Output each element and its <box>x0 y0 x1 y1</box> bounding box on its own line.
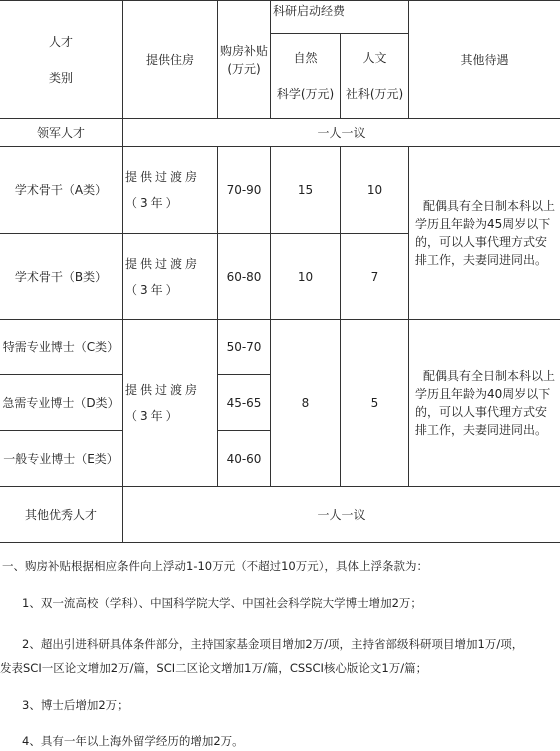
header-other: 其他待遇 <box>460 52 509 67</box>
header-humanities-line1: 人文 <box>362 51 387 65</box>
header-subsidy <box>218 1 270 118</box>
note-item-4: 4、具有一年以上海外留学经历的增加2万。 <box>22 734 244 748</box>
row-b-subsidy: 60-80 <box>226 269 262 284</box>
row-d-subsidy: 45-65 <box>226 395 262 410</box>
row-c-subsidy: 50-70 <box>226 340 262 354</box>
row-excellent-category: 其他优秀人才 <box>24 507 97 522</box>
row-b-housing: 提供过渡房（3年） <box>125 256 201 297</box>
row-doctor-other: 配偶具有全日制本科以上学历且年龄为40周岁以下的，可以人事代理方式安排工作，夫妻同进同出。 <box>415 369 556 437</box>
header-humanities <box>341 34 408 118</box>
row-academic-other: 配偶具有全日制本科以上学历且年龄为45周岁以下的，可以人事代理方式安排工作，夫妻同进同出。 <box>415 199 556 267</box>
note-intro: 一、购房补贴根据相应条件向上浮动1-10万元（不超过10万元），具体上浮条款为： <box>2 559 428 573</box>
header-subsidy-line1: 购房补贴 <box>219 43 268 58</box>
note-item-2: 2、超出引进科研具体条件部分，主持国家基金项目增加2万/项，主持省部级科研项目增加1万/项， <box>22 637 524 651</box>
row-a-category: 学术骨干（A类） <box>14 183 108 197</box>
table-border-bottom <box>0 542 560 543</box>
row-a-science: 15 <box>297 183 314 197</box>
row-b-science: 10 <box>297 269 314 284</box>
row-b-humanities: 7 <box>370 269 379 284</box>
header-category <box>0 1 122 118</box>
note-item-2-cont: 发表SCI一区论文增加2万/篇，SCI二区论文增加1万/篇，CSSCI核心版论文1万/篇； <box>0 661 428 675</box>
header-housing: 提供住房 <box>145 52 194 67</box>
row-e-subsidy: 40-60 <box>226 451 262 466</box>
note-item-1: 1、双一流高校（学科）、中国科学院大学、中国社会科学院大学博士增加2万； <box>22 596 422 610</box>
header-category-line2: 类别 <box>48 70 73 85</box>
header-subsidy-line2: (万元) <box>227 61 261 76</box>
header-category-line1: 人才 <box>48 34 73 49</box>
header-science <box>271 34 340 118</box>
row-a-housing: 提供过渡房（3年） <box>125 170 201 210</box>
header-humanities-line2: 社科(万元) <box>345 87 404 101</box>
row-excellent-merged: 一人一议 <box>317 507 366 522</box>
row-d-category: 急需专业博士（D类） <box>2 395 120 410</box>
row-a-subsidy: 70-90 <box>226 183 262 197</box>
row-doctor-housing: 提供过渡房（3年） <box>125 383 201 423</box>
row-doctor-humanities: 5 <box>370 396 379 410</box>
header-science-line2: 科学(万元) <box>276 87 335 101</box>
row-doctor-science: 8 <box>301 396 310 410</box>
row-leading-merged: 一人一议 <box>317 125 366 140</box>
row-e-category: 一般专业博士（E类） <box>3 451 119 466</box>
header-research-fund: 科研启动经费 <box>273 4 346 18</box>
row-a-humanities: 10 <box>366 183 383 197</box>
row-leading-category: 领军人才 <box>36 125 85 140</box>
header-science-line1: 自然 <box>293 51 318 65</box>
note-item-3: 3、博士后增加2万； <box>22 698 129 712</box>
row-c-category: 特需专业博士（C类） <box>2 340 120 354</box>
row-b-category: 学术骨干（B类） <box>14 269 108 284</box>
